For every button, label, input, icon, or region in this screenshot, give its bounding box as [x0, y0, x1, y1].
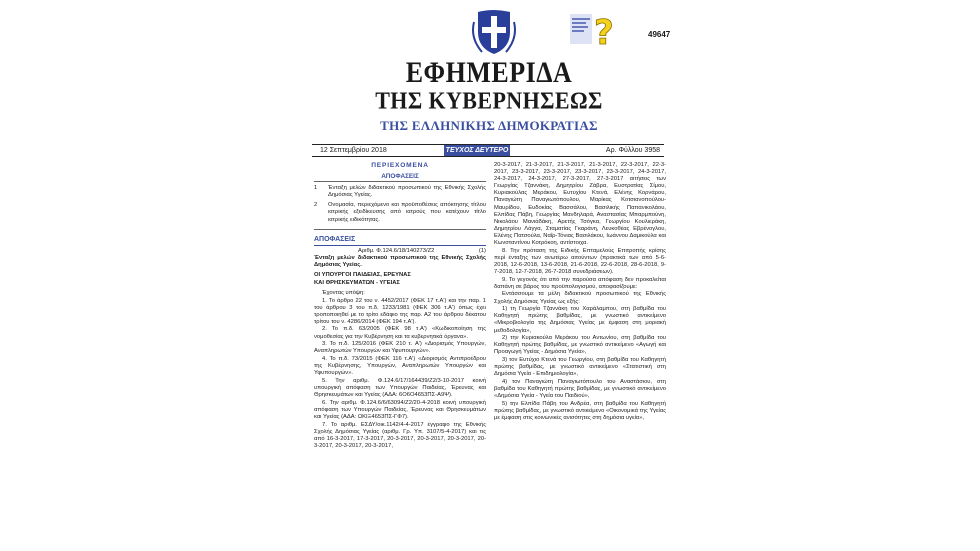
gazette-page: [308, 0, 670, 551]
issue-number: 49647: [648, 30, 671, 39]
toc-item: 2 Ονομασία, περιεχόμενο και προϋποθέσεις απόκτησης τίτλου ιατρικής εξειδίκευσης από ιατρούς που κατέχουν τίτλο ιατρικής ειδικότητας.: [314, 202, 486, 223]
decisions-heading: ΑΠΟΦΑΣΕΙΣ: [314, 235, 356, 243]
toc-item: 1 Ένταξη μελών διδακτικού προσωπικού της Εθνικής Σχολής Δημόσιας Υγείας.: [314, 185, 486, 199]
paragraph: 5) την Ελπίδα Πάβη του Ανδρέα, στη βαθμίδα του Καθηγητή πρώτης βαθμίδας, με γνωστικό αντικείμενο «Οικονομικά της Υγείας με έμφαση στις κοινωνικές ανισότητες στη δημόσια υγεία»,: [494, 400, 666, 422]
gazette-subtitle: ΤΗΣ ΚΥΒΕΡΝΗΣΕΩΣ: [375, 86, 603, 115]
sheet-number: Αρ. Φύλλου 3958: [605, 147, 660, 154]
paragraph: 20-3-2017, 21-3-2017, 21-3-2017, 21-3-2017, 22-3-2017, 22-3-2017, 23-3-2017, 23-3-2017, 23-3-2017, 23-3-2017, 24-3-2017, 24-3-2017, 24-3-2017, 27-3-2017, 27-3-2017 αιτήσεις των Γεωργίας Τζαννάκη, Δημητρίου Ζάβρα, Ευστρατίας Σίμου, Κυριακούλας Μεράκου, Ευτυχίου Κτενά, Ελένης Κορνάρου, Παναγιώτη Παναγιωτόπουλου, Μαρίκας Κοτσιανοπούλου-Μαυρίδου, Ευδοκίας Βασσάλου, Βασιλικής Παπανικολάου, Ελπίδας Πάβη, Γεωργίας Μανδηλαρά, Αναστασίας Μπαρμπούνη, Νικολάου Μανιάδάκη, Αρετής Τσόγκα, Γεωργίου Κουλιεράκη, Δημητρίου Λάγγα, Σταματίας Γκαράνη, Λευκοθέας Εβρένογλου, Ελένης Πατσούλα, Ναΐρ-Τόνιας Βασιλάκου, Ιωάννου Δαμικούλα και Κωνσταντίνου Κοτρόκοη, αντίστοιχα.: [494, 162, 666, 247]
issue-info-bar: [312, 144, 664, 157]
paragraph: 6. Την αριθμ. Φ.124.6/6/63094/Ζ2/20-4-2018 κοινή υπουργική απόφαση των Υπουργών Παιδείας, Έρευνας και Θρησκευμάτων και Υγείας (ΑΔΑ: ΩΚΙΞ4653ΠΣ-ΓΦ7).: [314, 399, 486, 420]
paragraph: 3) τον Ευτύχιο Κτενά του Γεωργίου, στη βαθμίδα του Καθηγητή πρώτης βαθμίδας, με γνωστικό αντικείμενο «Στατιστική στη Δημόσια Υγεία - Επιδημιολογία»,: [494, 357, 666, 378]
question-mark-sticker-icon: [570, 10, 626, 50]
paragraph: Εντάσσουμε τα μέλη διδακτικού προσωπικού της Εθνικής Σχολής Δημόσιας Υγείας ως εξής:: [494, 291, 666, 305]
paragraph: 1. Το άρθρο 22 του ν. 4452/2017 (ΦΕΚ 17 τ.Α') και την παρ. 1 του άρθρου 3 του π.δ. 1233/1981 (ΦΕΚ 306 τ.Α') όπως έχει τροποποιηθεί με το τρίτο εδάφιο της παρ. Α2 του άρθρου δέκατου τρίτου του ν. 4286/2014 (ΦΕΚ 194 τ.Α').: [314, 297, 486, 325]
decision-index: (1): [478, 247, 486, 254]
paragraph: Έχοντας υπόψη:: [322, 289, 365, 296]
ministers-line-1: ΟΙ ΥΠΟΥΡΓΟΙ ΠΑΙΔΕΙΑΣ, ΕΡΕΥΝΑΣ: [314, 272, 411, 279]
paragraph: 4) τον Παναγιώτη Παναγιωτόπουλο του Αναστάσιου, στη βαθμίδα του Καθηγητή πρώτης βαθμίδας, με γνωστικό αντικείμενο «Δημόσια Υγεία - Υγεία του Παιδιού»,: [494, 378, 666, 400]
decision-subject: Ένταξη μελών διδακτικού προσωπικού της Εθνικής Σχολής Δημόσιας Υγείας.: [314, 254, 486, 268]
paragraph: 5. Την αριθμ. Φ.124.6/17/164439/Ζ2/3-10-2017 κοινή υπουργική απόφαση των Υπουργών Παιδείας, Έρευνας και Θρησκευμάτων και Υγείας (ΑΔΑ: 6Ο6Ο4653ΠΣ-Α9Ψ).: [314, 377, 486, 399]
right-column: [494, 162, 666, 423]
paragraph: 1) τη Γεωργία Τζαννάκη του Χαράλαμπου, στη βαθμίδα του Καθηγητή πρώτης βαθμίδας, με γνωστικό αντικείμενο «Μικροβιολογία της Δημόσιας Υγείας με έμφαση στη μοριακή μεθοδολογία»,: [494, 306, 666, 334]
table-of-contents: [314, 185, 486, 229]
republic-title: ΤΗΣ ΕΛΛΗΝΙΚΗΣ ΔΗΜΟΚΡΑΤΙΑΣ: [380, 118, 598, 133]
paragraph: 2. Το π.δ. 63/2005 (ΦΕΚ 98 τ.Α') «Κωδικοποίηση της νομοθεσίας για την Κυβέρνηση και τα κυβερνητικά όργανα».: [314, 326, 486, 340]
contents-title: ΠΕΡΙΕΧΟΜΕΝΑ: [371, 162, 429, 169]
greek-coat-of-arms-icon: [472, 8, 516, 56]
decisions-rule: [314, 245, 486, 246]
svg-text:?: ?: [594, 13, 614, 50]
issue-type-badge: ΤΕΥΧΟΣ ΔΕΥΤΕΡΟ: [445, 147, 509, 154]
issue-date: 12 Σεπτεμβρίου 2018: [320, 147, 387, 154]
paragraph: 7. Το αριθμ. ΕΣΔΥ/οικ.1142/4-4-2017 έγγραφο της Εθνικής Σχολής Δημόσιας Υγείας (αριθμ. Γρ. Υπ. 3107/5-4-2017) και τις από 16-3-2017, 17-3-2017, 20-3-2017, 20-3-2017, 20-3-2017, 20-3-2017, 20-3-2017, 20-3-2017,: [314, 421, 486, 449]
paragraph: 8. Την πρόταση της Ειδικής Επταμελούς Επιτροπής κρίσης περί ένταξης των ανωτέρω αιτούντων (πρακτικά των από 5-6-2018, 12-6-2018, 13-6-2018, 21-6-2018, 22-6-2018, 28-6-2018, 9-7-2018, 12-7-2018, 26-7-2018 συνεδριάσεων).: [494, 247, 666, 275]
ministers-line-2: ΚΑΙ ΘΡΗΣΚΕΥΜΑΤΩΝ - ΥΓΕΙΑΣ: [314, 279, 400, 286]
paragraph: 4. Το π.δ. 73/2015 (ΦΕΚ 116 τ.Α') «Διορισμός Αντιπροέδρου της Κυβέρνησης, Υπουργών, Αναπληρωτών Υπουργών και Υφυπουργών».: [314, 356, 486, 377]
left-column: [314, 162, 486, 451]
paragraph: 3. Το π.δ. 125/2016 (ΦΕΚ 210 τ. Α') «Διορισμός Υπουργών, Αναπληρωτών Υπουργών και Υφυπουργών».: [314, 341, 486, 355]
decision-number: Αριθμ. Φ.124.6/18/140273/Ζ2: [358, 247, 435, 254]
decision-number-row: [314, 248, 486, 255]
paragraph: 2) την Κυριακούλα Μεράκου του Αντωνίου, στη βαθμίδα του Καθηγητή πρώτης βαθμίδας, με γνωστικό αντικείμενο «Αγωγή και Προαγωγή Υγείας - Δημόσια Υγεία»,: [494, 335, 666, 356]
paragraph: 9. Το γεγονός ότι από την παρούσα απόφαση δεν προκαλείται δαπάνη σε βάρος του προϋπολογισμού, αποφασίζουμε:: [494, 276, 666, 290]
contents-section-heading: ΑΠΟΦΑΣΕΙΣ: [314, 173, 486, 182]
gazette-title: ΕΦΗΜΕΡΙΔΑ: [405, 55, 573, 90]
